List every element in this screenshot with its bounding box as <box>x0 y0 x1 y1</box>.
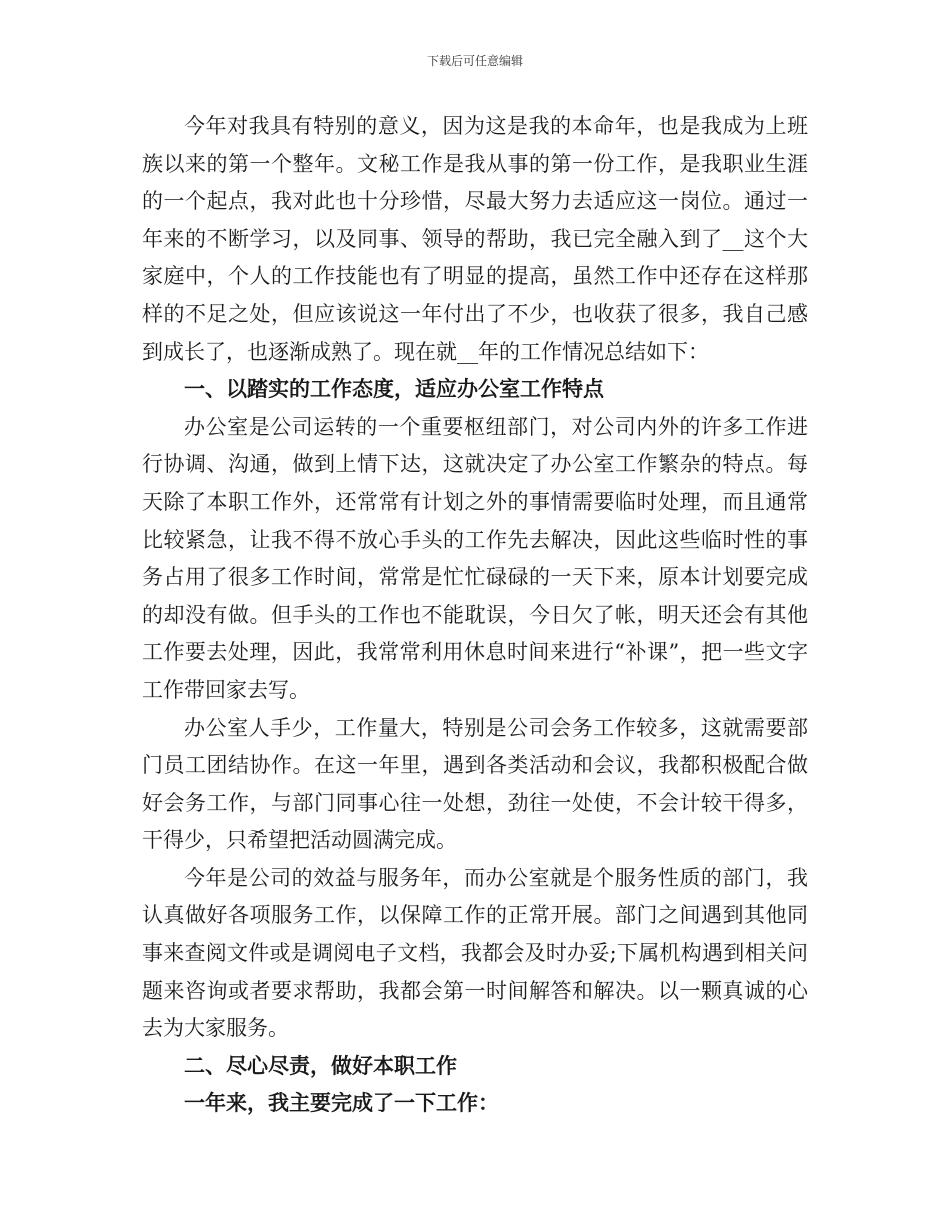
section-heading-2: 二、尽心尽责，做好本职工作 <box>184 1053 457 1078</box>
document-body <box>142 108 808 1123</box>
section-1-paragraph-2: 办公室人手少，工作量大，特别是公司会务工作较多，这就需要部门员工团结协作。在这一年里，遇到各类活动和会议，我都积极配合做好会务工作，与部门同事心往一处想，劲往一处使，不会计较干得多，干得少，只希望把活动圆满完成。 <box>142 715 808 853</box>
section-1-paragraph-3: 今年是公司的效益与服务年，而办公室就是个服务性质的部门，我认真做好各项服务工作，以保障工作的正常开展。部门之间遇到其他同事来查阅文件或是调阅电子文档，我都会及时办妥;下属机构遇到相关问题来咨询或者要求帮助，我都会第一时间解答和解决。以一颗真诚的心去为大家服务。 <box>142 865 808 1041</box>
page-header: 下载后可任意编辑 <box>426 54 523 68</box>
section-1-paragraph-1: 办公室是公司运转的一个重要枢纽部门，对公司内外的许多工作进行协调、沟通，做到上情下达，这就决定了办公室工作繁杂的特点。每天除了本职工作外，还常常有计划之外的事情需要临时处理，而且通常比较紧急，让我不得不放心手头的工作先去解决，因此这些临时性的事务占用了很多工作时间，常常是忙忙碌碌的一天下来，原本计划要完成的却没有做。但手头的工作也不能耽误，今日欠了帐，明天还会有其他工作要去处理，因此，我常常利用休息时间来进行“补课”，把一些文字工作带回家去写。 <box>142 414 808 702</box>
section-2-subheading: 一年来，我主要完成了一下工作： <box>184 1091 499 1116</box>
intro-paragraph: 今年对我具有特别的意义，因为这是我的本命年，也是我成为上班族以来的第一个整年。文秘工作是我从事的第一份工作，是我职业生涯的一个起点，我对此也十分珍惜，尽最大努力去适应这一岗位。通过一年来的不断学习，以及同事、领导的帮助，我已完全融入到了__这个大家庭中，个人的工作技能也有了明显的提高，虽然工作中还存在这样那样的不足之处，但应该说这一年付出了不少，也收获了很多，我自己感到成长了，也逐渐成熟了。现在就__年的工作情况总结如下： <box>142 114 808 364</box>
section-heading-1: 一、以踏实的工作态度，适应办公室工作特点 <box>184 377 604 402</box>
